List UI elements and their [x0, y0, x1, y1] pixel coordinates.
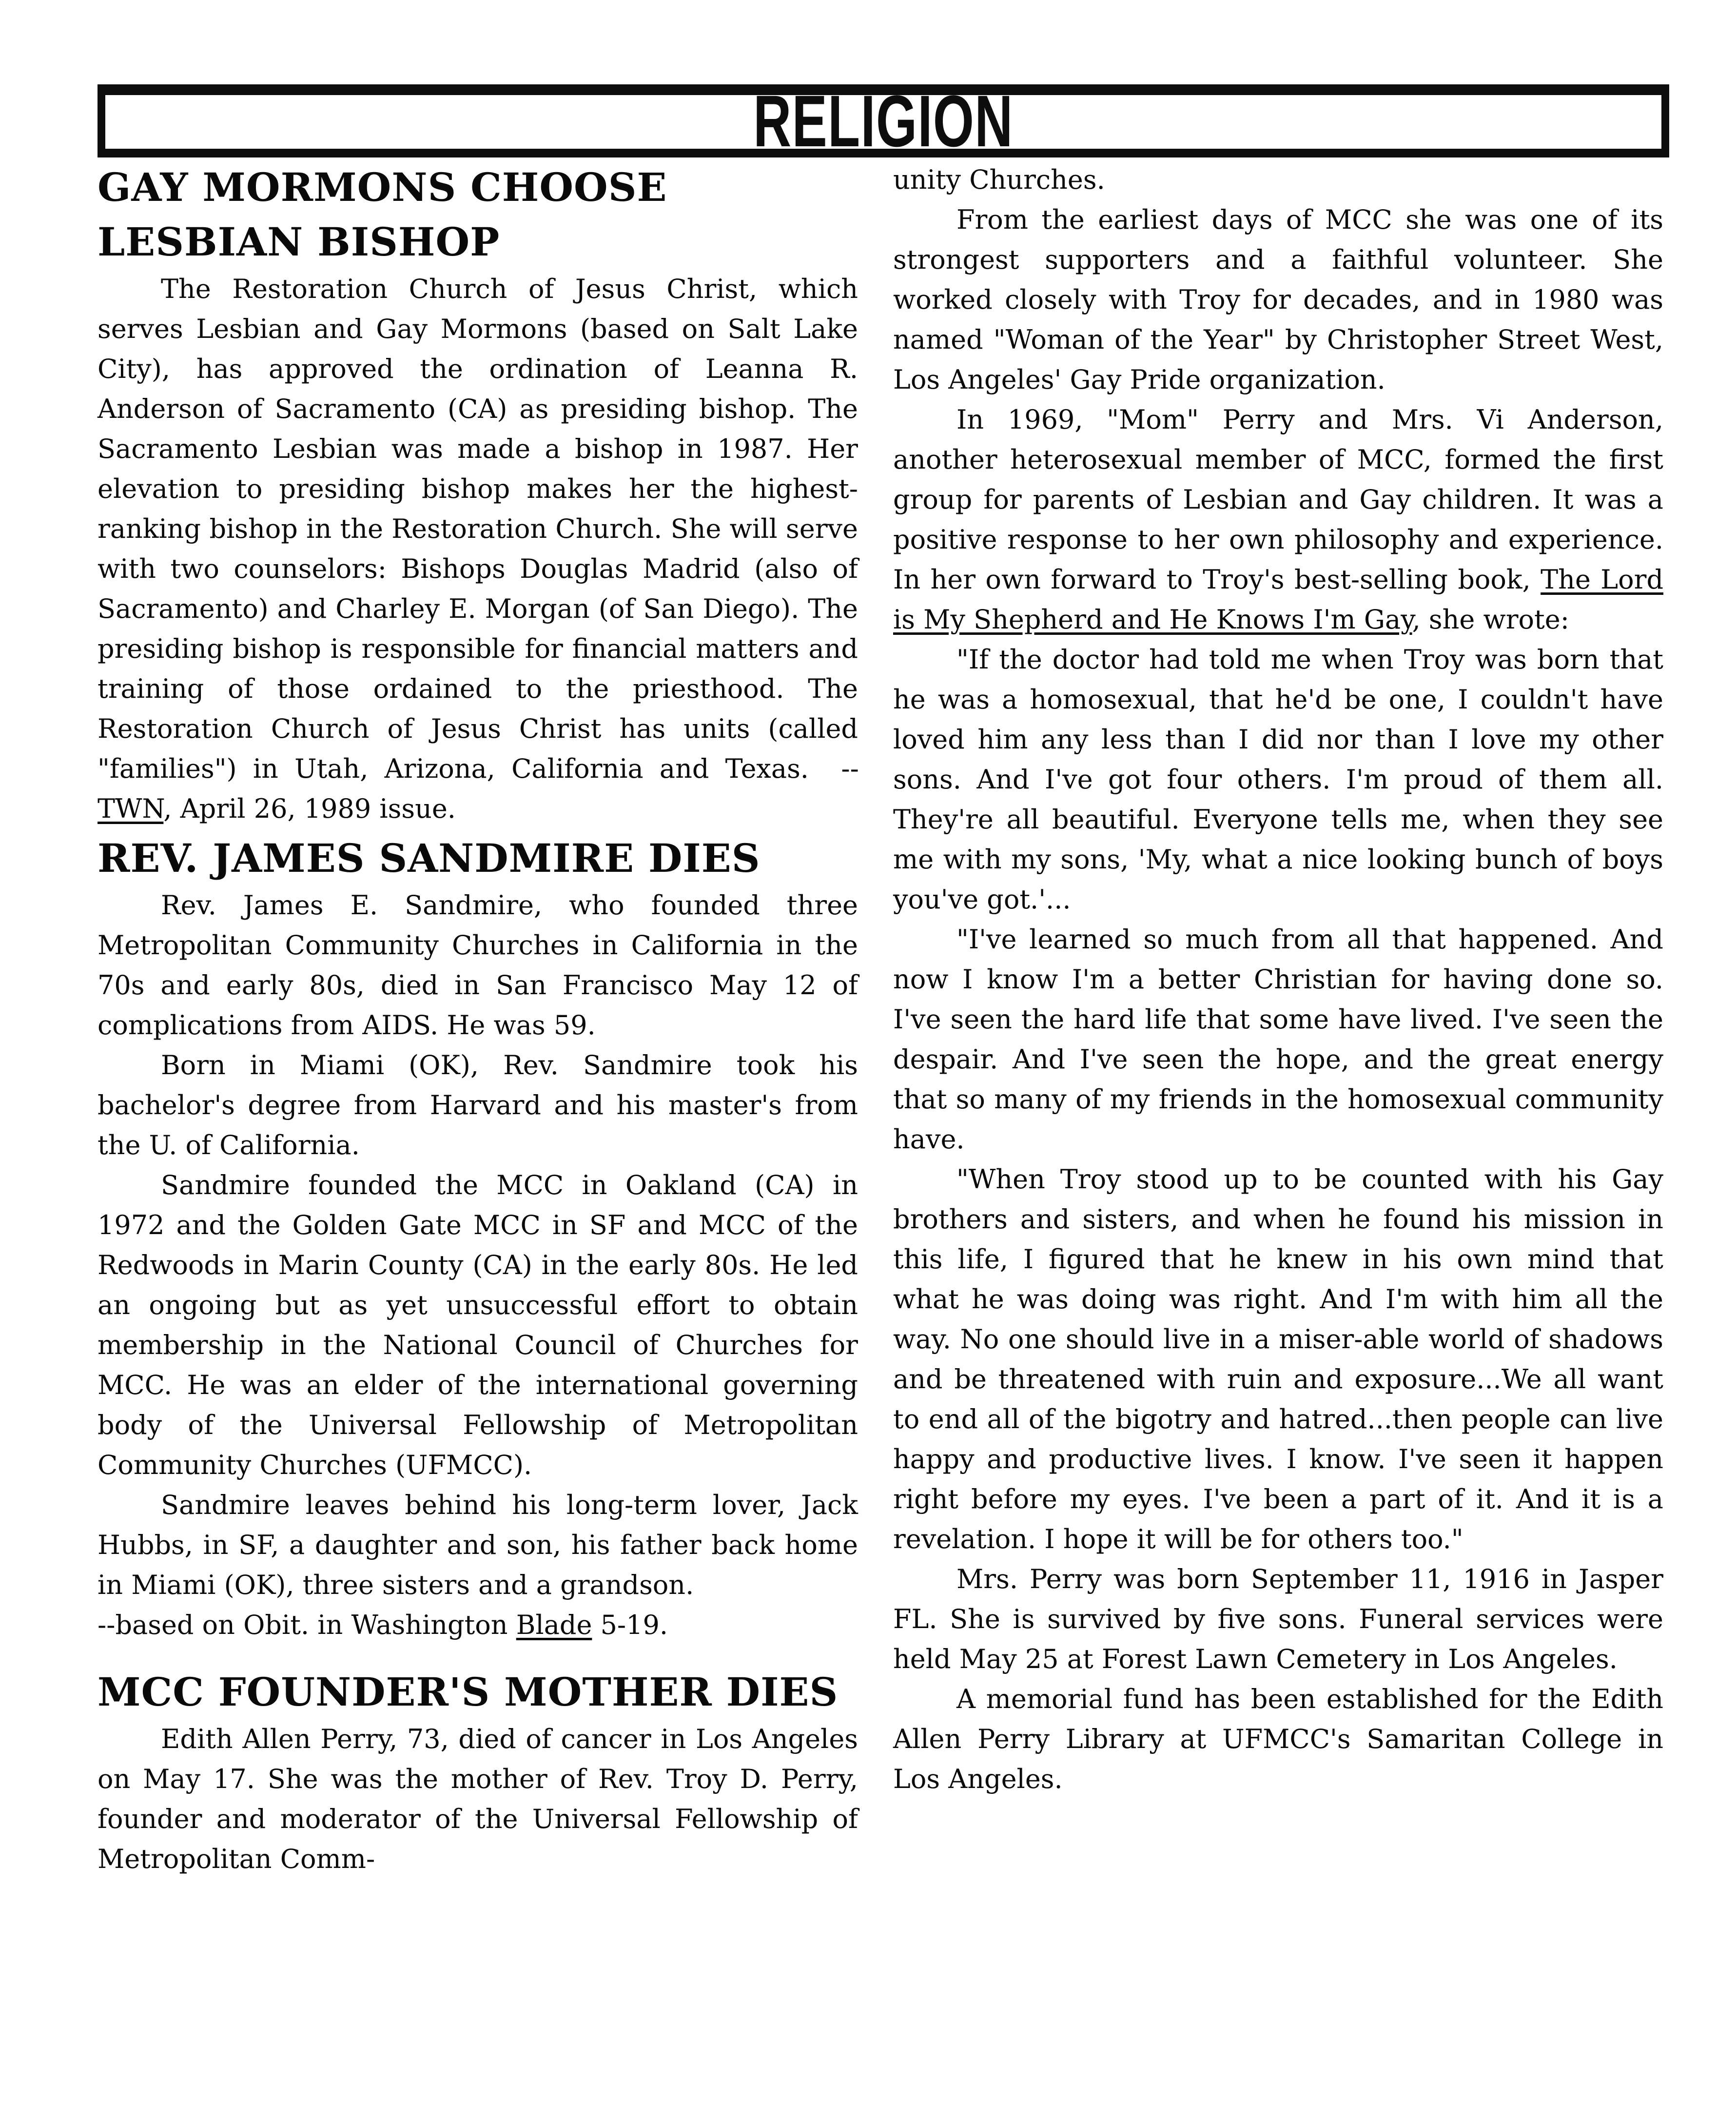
article-paragraph: A memorial fund has been established for the Edith Allen Perry Library at UFMCC's Samaritan College in Los Angeles. [893, 1684, 1663, 1794]
source-prefix: -- [841, 753, 858, 784]
headline: MCC FOUNDER'S MOTHER DIES [98, 1669, 839, 1715]
book-title: The Lord is My Shepherd and He Knows I'm Gay [893, 564, 1664, 635]
paragraph-text: , she wrote: [1412, 604, 1569, 635]
article-paragraph: From the earliest days of MCC she was one of its strongest supporters and a faithful volunteer. She worked closely with Troy for decades, and in 1980 was named "Woman of the Year" by Christopher Street West, Los Angeles' Gay Pride organization. [893, 204, 1663, 395]
article-paragraph: Mrs. Perry was born September 11, 1916 in Jasper FL. She is survived by five sons. Funeral services were held May 25 at Forest Lawn Cemetery in Los Angeles. [893, 1564, 1663, 1674]
article-paragraph: Rev. James E. Sandmire, who founded three Metropolitan Community Churches in California in the 70s and early 80s, died in San Francisco May 12 of complications from AIDS. He was 59. [98, 890, 858, 1041]
article-paragraph-continued: unity Churches. [893, 164, 1105, 195]
paragraph-text: The Restoration Church of Jesus Christ, which serves Lesbian and Gay Mormons (based on Salt Lake City), has approved the ordination of Leanna R. Anderson of Sacramento (CA) as presiding bishop. The Sacramento Lesbian was made a bishop in 1987. Her elevation to presiding bishop makes her the highest-ranking bishop in the Restoration Church. She will serve with two counselors: Bishops Douglas Madrid (also of Sacramento) and Charley E. Morgan (of San Diego). The presiding bishop is responsible for financial matters and training of those ordained to the priesthood. The Restoration Church of Jesus Christ has units (called "families") in Utah, Arizona, California and Texas. [98, 274, 858, 784]
article-credit [98, 1605, 858, 1645]
article-paragraph: Sandmire founded the MCC in Oakland (CA) in 1972 and the Golden Gate MCC in SF and MCC of the Redwoods in Marin County (CA) in the early 80s. He led an ongoing but as yet unsuccessful effort to obtain membership in the National Council of Churches for MCC. He was an elder of the international governing body of the Universal Fellowship of Metropolitan Community Churches (UFMCC). [98, 1170, 858, 1480]
section-masthead [98, 80, 1669, 162]
article-paragraph: Born in Miami (OK), Rev. Sandmire took his bachelor's degree from Harvard and his master's from the U. of California. [98, 1050, 858, 1160]
article-perry-part2 [893, 160, 1663, 1799]
paragraph-text: In 1969, "Mom" Perry and Mrs. Vi Anderson, another heterosexual member of MCC, formed the first group for parents of Lesbian and Gay children. It was a positive response to her own philosophy and experience. In her own forward to Troy's best-selling book, [893, 404, 1663, 595]
column-right [893, 160, 1663, 1799]
article-paragraph: Edith Allen Perry, 73, died of cancer in Los Angeles on May 17. She was the mother of Rev. Troy D. Perry, founder and moderator of the Universal Fellowship of Metropolitan Comm- [98, 1724, 858, 1874]
headline: GAY MORMONS CHOOSE LESBIAN BISHOP [98, 164, 667, 265]
source-publication: TWN [98, 793, 164, 824]
credit-date: 5-19. [592, 1610, 668, 1640]
article-sandmire [98, 831, 858, 1645]
quote-paragraph: "If the doctor had told me when Troy was born that he was a homosexual, that he'd be one, I couldn't have loved him any less than I did nor than I love my other sons. And I've got four others. I'm proud of them all. They're all beautiful. Everyone tells me, when they see me with my sons, 'My, what a nice looking bunch of boys you've got.'... [893, 644, 1663, 915]
article-paragraph: Sandmire leaves behind his long-term lover, Jack Hubbs, in SF, a daughter and son, his father back home in Miami (OK), three sisters and a grandson. [98, 1490, 858, 1600]
article-paragraph [893, 400, 1663, 640]
quote-paragraph: "When Troy stood up to be counted with his Gay brothers and sisters, and when he found his mission in this life, I figured that he knew in his own mind that what he was doing was right. And I'm with him all the way. No one should live in a miser-able world of shadows and be threatened with ruin and exposure...We all want to end all of the bigotry and hatred...then people can live happy and productive lives. I know. I've seen it happen right before my eyes. I've been a part of it. And it is a revelation. I hope it will be for others too." [893, 1164, 1663, 1554]
headline: REV. JAMES SANDMIRE DIES [98, 835, 761, 881]
credit-prefix: --based on Obit. in Washington [98, 1610, 516, 1640]
credit-publication: Blade [516, 1610, 592, 1640]
article-paragraph [98, 269, 858, 829]
column-left [98, 160, 858, 1879]
article-perry-part1 [98, 1665, 858, 1879]
source-date: , April 26, 1989 issue. [163, 793, 456, 824]
section-title: RELIGION [753, 80, 1014, 162]
article-gay-mormons [98, 160, 858, 829]
quote-paragraph: "I've learned so much from all that happened. And now I know I'm a better Christian for having done so. I've seen the hard life that some have lived. I've seen the despair. And I've seen the hope, and the great energy that so many of my friends in the homosexual community have. [893, 924, 1663, 1155]
